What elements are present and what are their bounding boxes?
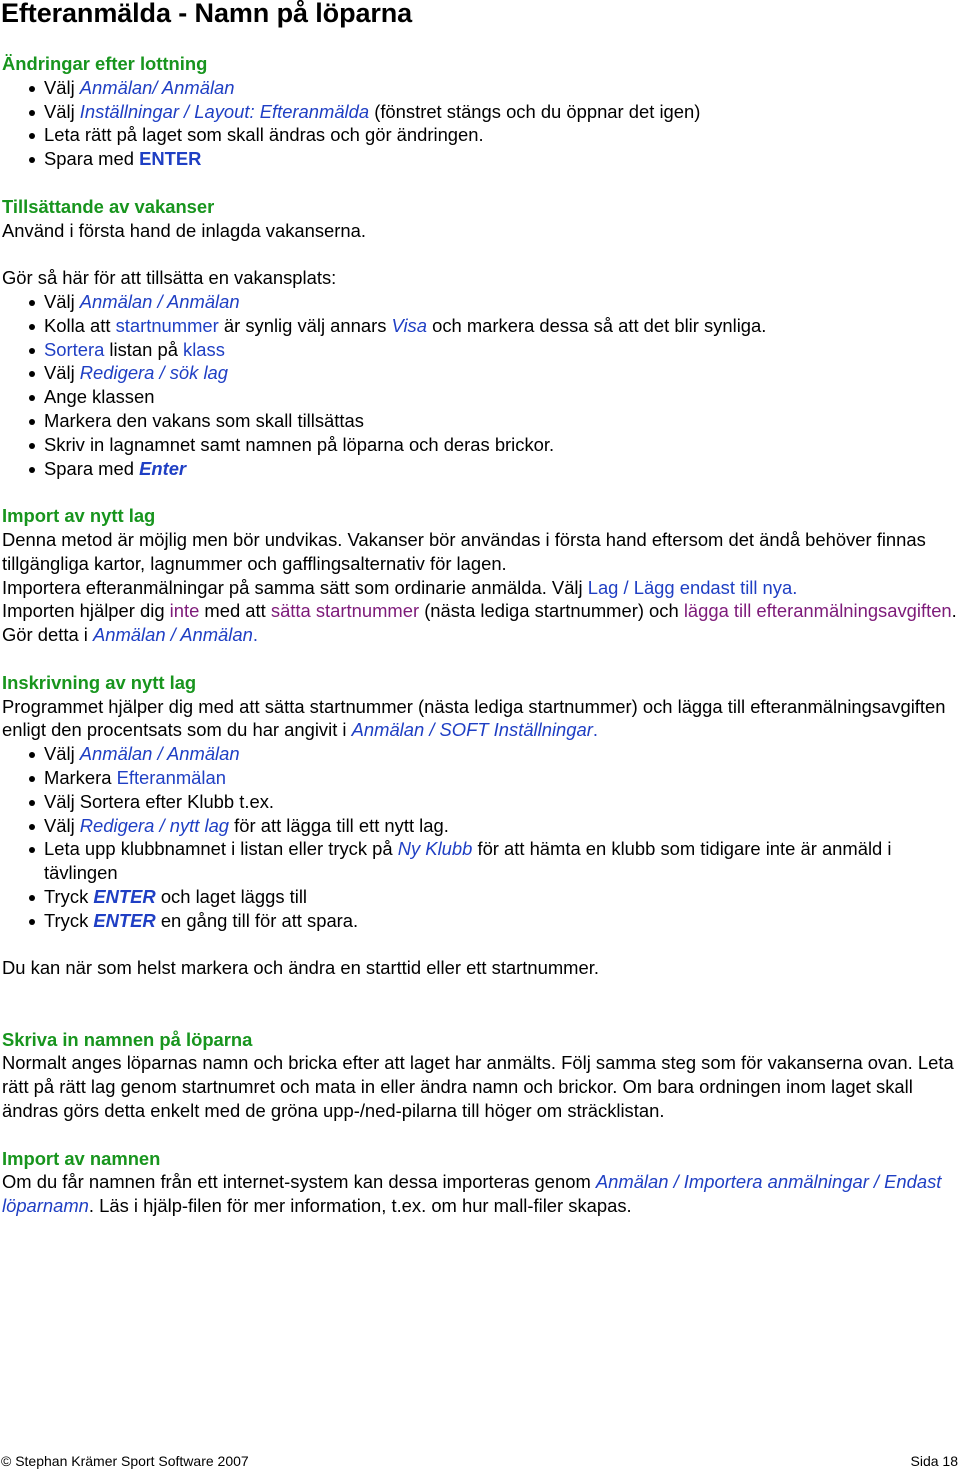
list-vacancies xyxy=(2,290,957,480)
menu-path: Anmälan / Anmälan xyxy=(79,743,240,765)
paragraph: Importera efteranmälningar på samma sätt som ordinarie anmälda. Välj Lag / Lägg endast till nya. xyxy=(2,576,798,598)
paragraph: Du kan när som helst markera och ändra en starttid eller ett startnummer. xyxy=(2,957,599,979)
list-item: Spara med ENTER xyxy=(2,147,957,171)
menu-path: Anmälan / Anmälan xyxy=(79,290,240,312)
list-item: Välj Anmälan / Anmälan xyxy=(2,290,957,314)
heading-vacancies: Tillsättande av vakanser xyxy=(2,195,215,217)
heading-import-team: Import av nytt lag xyxy=(2,505,156,527)
menu-path: Ny Klubb xyxy=(397,838,473,860)
list-item: Tryck ENTER och laget läggs till xyxy=(2,885,957,909)
paragraph: Denna metod är möjlig men bör undvikas. Vakanser bör användas i första hand eftersom det ändå behöver finnas tillgängliga kartor, lagnummer och gafflingsalternativ för lagen. xyxy=(2,528,926,574)
heading-import-names: Import av namnen xyxy=(2,1147,161,1169)
key-name: ENTER xyxy=(139,148,202,170)
paragraph: Gör så här för att tillsätta en vakansplats: xyxy=(2,267,337,289)
document-body xyxy=(2,52,957,1218)
heading-register-team: Inskrivning av nytt lag xyxy=(2,671,197,693)
term: startnummer xyxy=(115,314,219,336)
list-changes xyxy=(2,76,957,171)
list-item: Markera den vakans som skall tillsättas xyxy=(2,409,957,433)
heading-changes: Ändringar efter lottning xyxy=(2,53,208,74)
paragraph: Programmet hjälper dig med att sätta startnummer (nästa lediga startnummer) och lägga till efteranmälningsavgiften enligt den procentsats som du har angivit i Anmälan / SOFT Inställningar. xyxy=(2,695,946,741)
list-item: Tryck ENTER en gång till för att spara. xyxy=(2,909,957,933)
copyright: © Stephan Krämer Sport Software 2007 xyxy=(1,1453,249,1469)
menu-path: Redigera / sök lag xyxy=(79,362,229,384)
list-item: Spara med Enter xyxy=(2,457,957,481)
key-name: ENTER xyxy=(93,909,156,931)
menu-path: Visa xyxy=(391,314,427,336)
paragraph: Normalt anges löparnas namn och bricka efter att laget har anmälts. Följ samma steg som för vakanserna ovan. Leta rätt på rätt lag genom startnumret och mata in eller ändra namn och brickor. Om bara ordningen inom laget skall ändras görs detta enkelt med de gröna upp-/ned-pilarna till höger om sträcklistan. xyxy=(2,1052,954,1122)
highlight: lägga till efteranmälningsavgiften xyxy=(683,600,952,622)
menu-path: Anmälan / Anmälan xyxy=(92,624,253,646)
list-item: Leta rätt på laget som skall ändras och gör ändringen. xyxy=(2,123,957,147)
menu-path: Inställningar / Layout: Efteranmälda xyxy=(79,100,370,122)
menu-path: Anmälan / SOFT Inställningar xyxy=(351,719,593,741)
page-number: Sida 18 xyxy=(910,1453,958,1469)
list-item: Ange klassen xyxy=(2,385,957,409)
list-item: Välj Anmälan/ Anmälan xyxy=(2,76,957,100)
menu-path: Lag / Lägg endast till nya xyxy=(587,576,793,598)
list-item: Välj Inställningar / Layout: Efteranmälda (fönstret stängs och du öppnar det igen) xyxy=(2,100,957,124)
paragraph: Om du får namnen från ett internet-system kan dessa importeras genom Anmälan / Importera anmälningar / Endast löparnamn. Läs i hjälp-filen för mer information, t.ex. om hur mall-filer skapas. xyxy=(2,1171,942,1217)
page-title: Efteranmälda - Namn på löparna xyxy=(1,0,413,28)
list-item: Välj Redigera / nytt lag för att lägga till ett nytt lag. xyxy=(2,814,957,838)
list-item: Markera Efteranmälan xyxy=(2,766,957,790)
list-item: Sortera listan på klass xyxy=(2,338,957,362)
list-item: Välj Anmälan / Anmälan xyxy=(2,742,957,766)
menu-path: Anmälan/ Anmälan xyxy=(79,76,235,98)
key-name: Enter xyxy=(139,457,187,479)
list-register-team xyxy=(2,742,957,932)
paragraph: Importen hjälper dig inte med att sätta startnummer (nästa lediga startnummer) och lägga till efteranmälningsavgiften. Gör detta i Anmälan / Anmälan. xyxy=(2,600,957,646)
key-name: ENTER xyxy=(93,885,156,907)
term: Sortera xyxy=(44,338,105,360)
paragraph: Använd i första hand de inlagda vakanserna. xyxy=(2,219,366,241)
highlight: inte xyxy=(169,600,200,622)
list-item: Kolla att startnummer är synlig välj annars Visa och markera dessa så att det blir synliga. xyxy=(2,314,957,338)
menu-path: Anmälan / Importera anmälningar / Endast löparnamn xyxy=(2,1171,942,1217)
term: Efteranmälan xyxy=(116,766,226,788)
list-item: Välj Sortera efter Klubb t.ex. xyxy=(2,790,957,814)
menu-path: Redigera / nytt lag xyxy=(79,814,230,836)
term: klass xyxy=(183,338,225,360)
list-item: Skriv in lagnamnet samt namnen på löparna och deras brickor. xyxy=(2,433,957,457)
list-item: Leta upp klubbnamnet i listan eller tryck på Ny Klubb för att hämta en klubb som tidigare inte är anmäld i tävlingen xyxy=(2,837,957,885)
highlight: sätta startnummer xyxy=(270,600,420,622)
list-item: Välj Redigera / sök lag xyxy=(2,361,957,385)
heading-write-names: Skriva in namnen på löparna xyxy=(2,1028,253,1050)
